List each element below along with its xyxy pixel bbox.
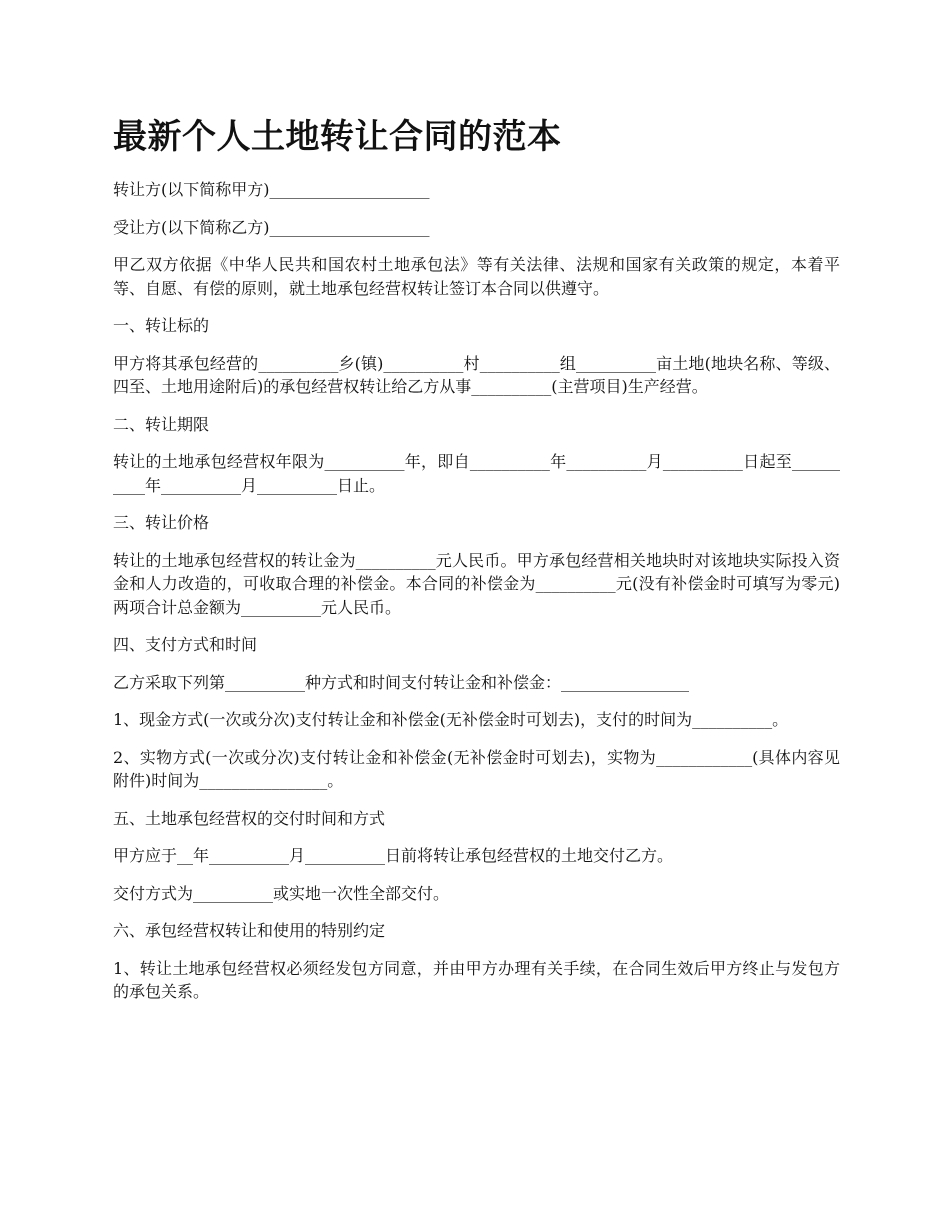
paragraph-delivery-method: 交付方式为__________或实地一次性全部交付。 — [113, 883, 450, 903]
document-title: 最新个人土地转让合同的范本 — [113, 117, 562, 157]
section-heading-1: 一、转让标的 — [113, 316, 210, 335]
paragraph-special-term-1: 1、转让土地承包经营权必须经发包方同意，并由甲方办理有关手续，在合同生效后甲方终止与发包方的承包关系。 — [113, 958, 840, 1001]
paragraph-transferor: 转让方(以下简称甲方)____________________ — [113, 180, 430, 199]
paragraph-preamble: 甲乙双方依据《中华人民共和国农村土地承包法》等有关法律、法规和国家有关政策的规定，本着平等、自愿、有偿的原则，就土地承包经营权转让签订本合同以供遵守。 — [113, 255, 840, 298]
paragraph-in-kind-payment: 2、实物方式(一次或分次)支付转让金和补偿金(无补偿金时可划去)，实物为____________(具体内容见附件)时间为________________。 — [113, 747, 840, 790]
paragraph-payment-method: 乙方采取下列第__________种方式和时间支付转让金和补偿金：________________ — [113, 672, 690, 692]
paragraph-term: 转让的土地承包经营权年限为__________年，即自__________年__________月__________日起至__________年__________月__________日止。 — [113, 452, 840, 495]
paragraph-subject: 甲方将其承包经营的__________乡(镇)__________村__________组__________亩土地(地块名称、等级、四至、土地用途附后)的承包经营权转让给乙方从事__________(主营项目)生产经营。 — [113, 353, 840, 396]
section-heading-4: 四、支付方式和时间 — [113, 635, 258, 654]
paragraph-cash-payment: 1、现金方式(一次或分次)支付转让金和补偿金(无补偿金时可划去)，支付的时间为__________。 — [113, 710, 789, 729]
paragraph-delivery-time: 甲方应于__年__________月__________日前将转让承包经营权的土地交付乙方。 — [113, 846, 674, 865]
paragraph-price: 转让的土地承包经营权的转让金为__________元人民币。甲方承包经营相关地块时对该地块实际投入资金和人力改造的，可收取合理的补偿金。本合同的补偿金为__________元(没有补偿金时可填写为零元)两项合计总金额为__________元人民币。 — [113, 550, 840, 617]
section-heading-2: 二、转让期限 — [113, 414, 210, 434]
section-heading-5: 五、土地承包经营权的交付时间和方式 — [113, 808, 386, 828]
section-heading-3: 三、转让价格 — [113, 513, 210, 532]
paragraph-transferee: 受让方(以下简称乙方)____________________ — [113, 217, 430, 237]
document-body — [113, 178, 840, 1018]
section-heading-6: 六、承包经营权转让和使用的特别约定 — [113, 921, 386, 940]
